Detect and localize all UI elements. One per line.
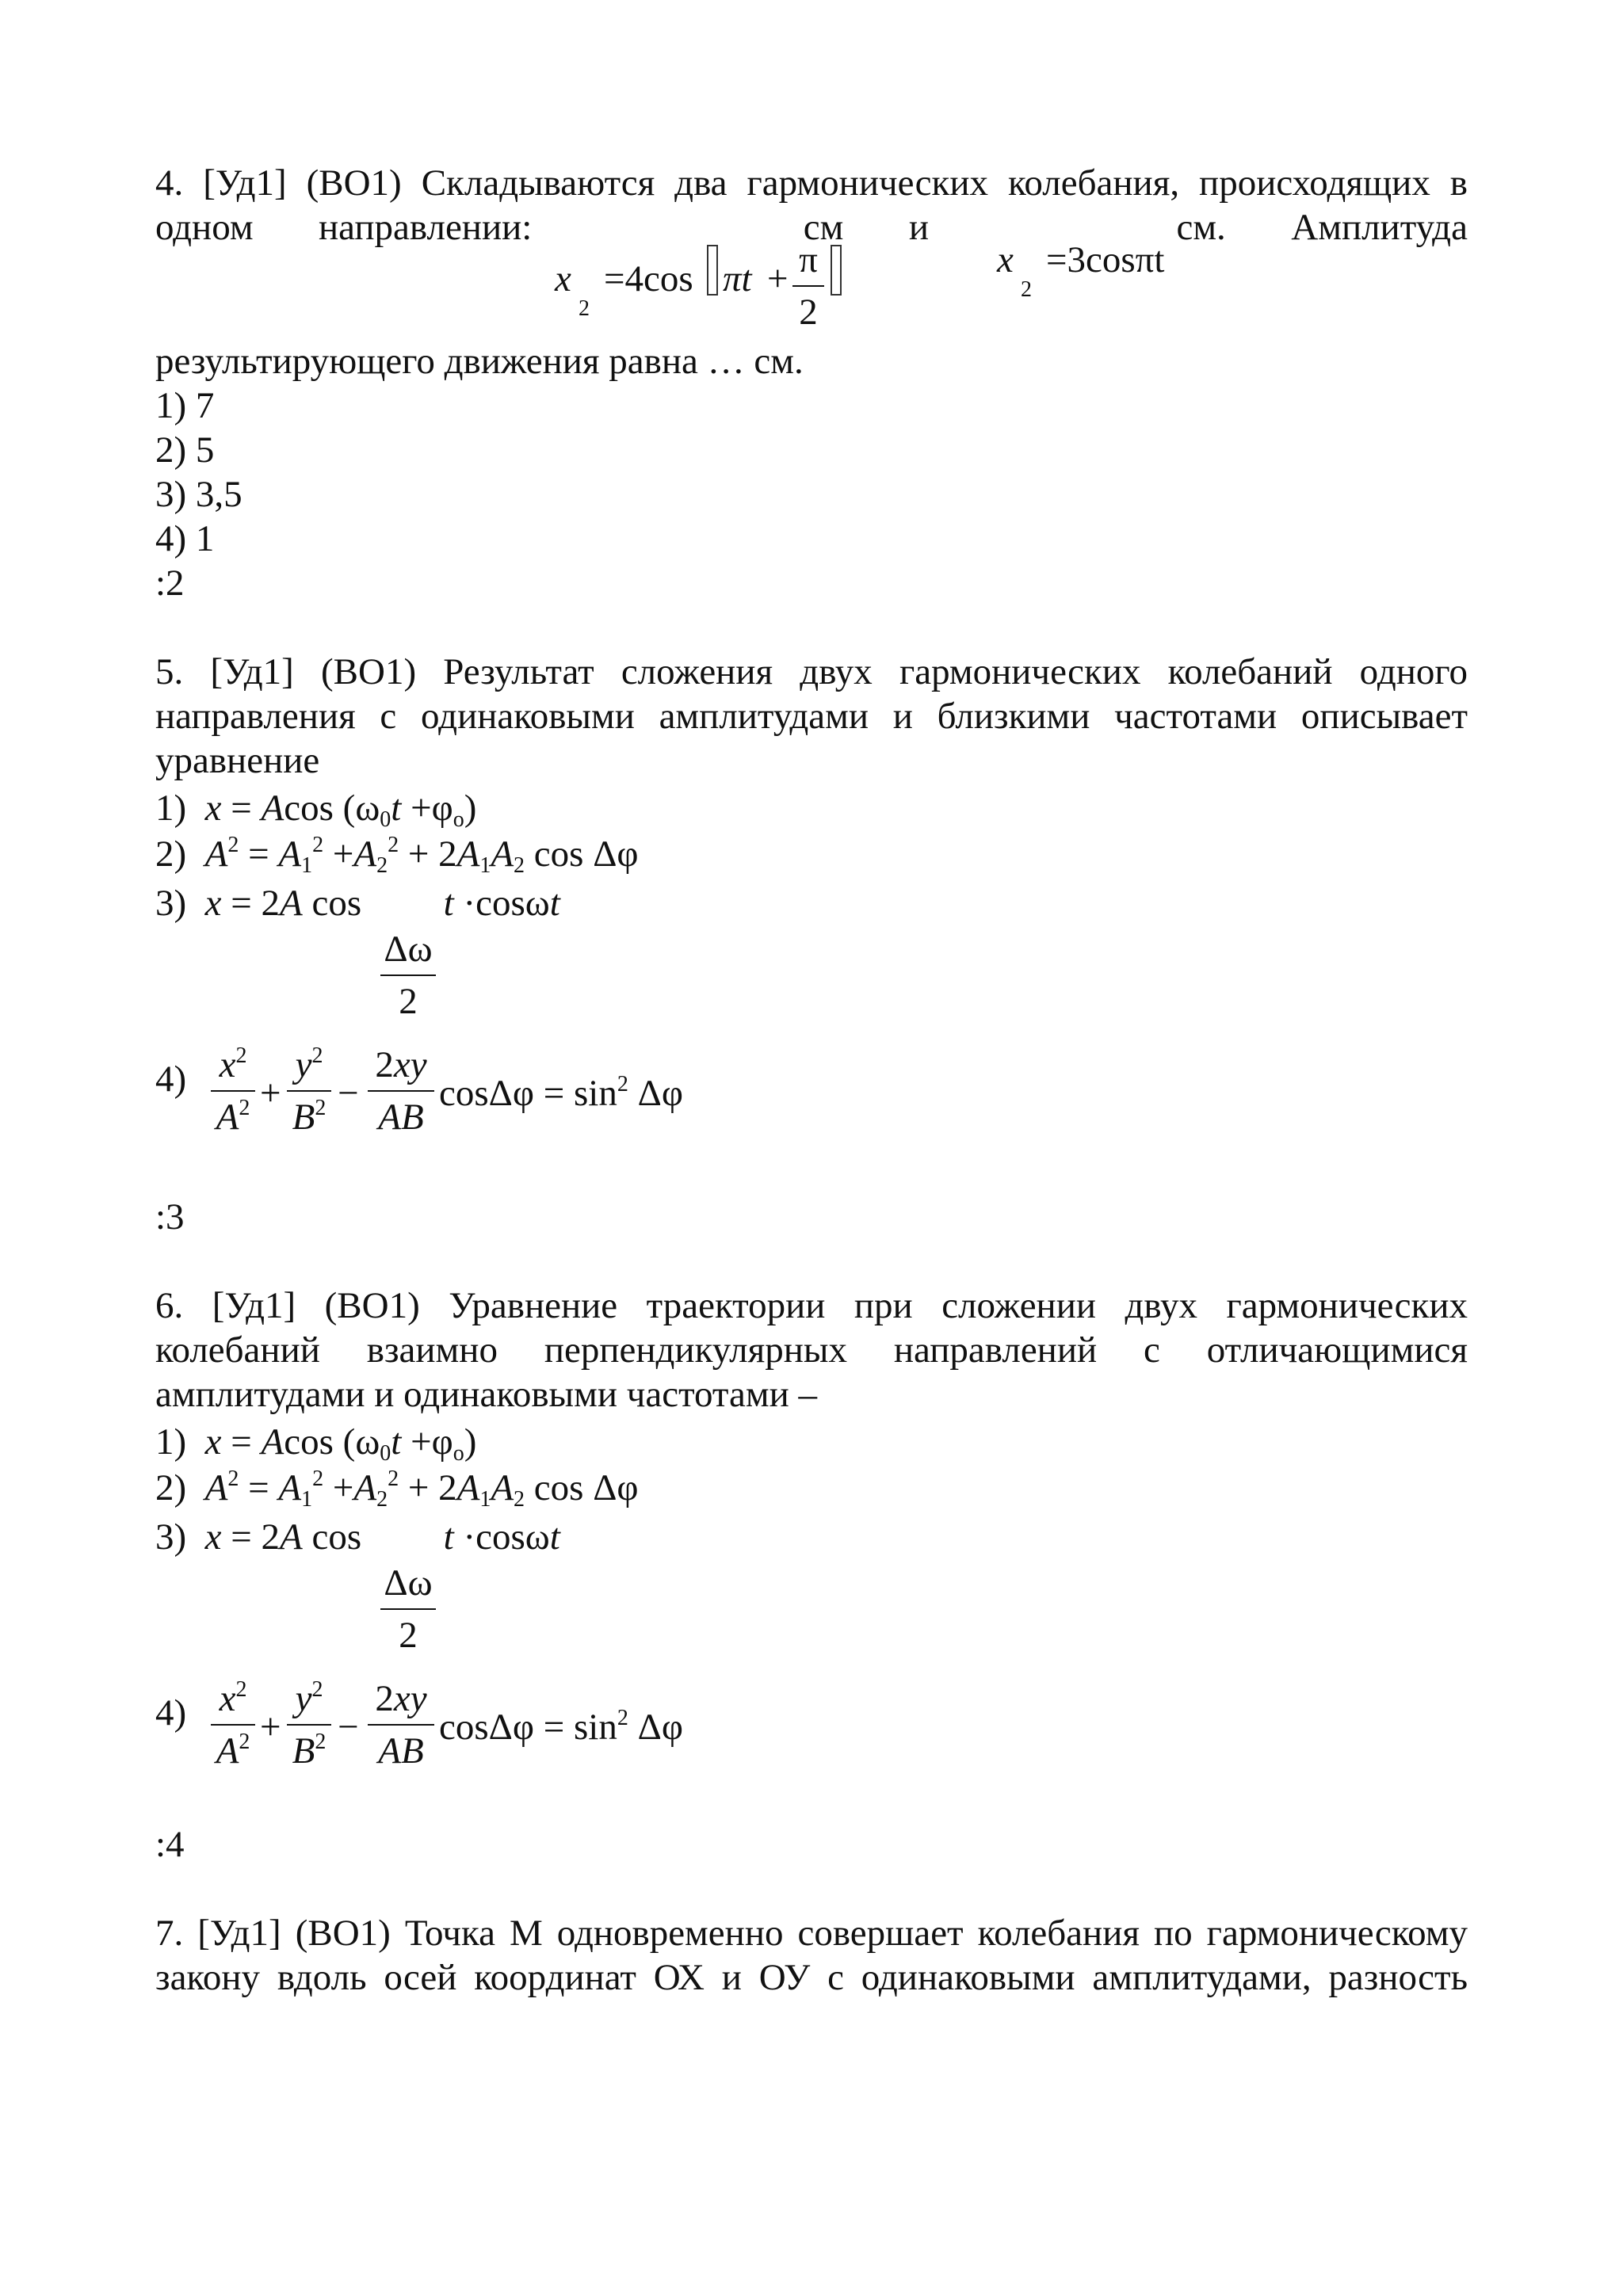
q5-option-3-fraction: Δω 2 — [380, 927, 436, 1024]
q5-option-1: 1) x = Acos $(\omega_0t +\varphi_o)$ — [155, 788, 477, 832]
q6-option-1: 1) x = Acos $(\omega_0t +\varphi_o)$ — [155, 1421, 477, 1466]
q4-option-1: 1) 7 — [155, 385, 215, 426]
q6-answer: :4 — [155, 1824, 185, 1865]
q4-answer: :2 — [155, 563, 185, 604]
q4-option-2: 2) 5 — [155, 429, 215, 471]
q4-line2: одном направлении: см и см. Амплитуда — [155, 207, 1468, 248]
q4-option-3: 3) 3,5 — [155, 474, 242, 515]
q5-line3: уравнение — [155, 740, 320, 781]
q4-line3: результирующего движения равна … см. — [155, 341, 804, 382]
q7-line2: закону вдоль осей координат ОХ и ОУ с одинаковыми амплитудами, разность — [155, 1957, 1468, 1998]
q6-line2: колебаний взаимно перпендикулярных направлений с отличающимися — [155, 1329, 1468, 1371]
q4-option-4: 4) 1 — [155, 518, 215, 559]
q6-option-3-fraction: Δω 2 — [380, 1561, 436, 1657]
q6-line3: амплитудами и одинаковыми частотами – — [155, 1374, 818, 1415]
q5-option-3: 3) x = 2A cos t ·cosωt — [155, 883, 560, 924]
q4-formula-1: x 2 =4cos πt + π 2 — [555, 238, 856, 341]
q5-line2: направления с одинаковыми амплитудами и близкими частотами описывает — [155, 696, 1468, 737]
q5-option-2: 2) $A^2 = A_1^2 +A_2^2 + 2A_1A_2$ cos Δφ — [155, 833, 639, 878]
q5-heading: 5. [Уд1] (ВО1) Результат сложения двух гармонических колебаний одного — [155, 651, 1468, 692]
q6-option-4: 4) $x^2$ $A^2$ + $y^2$ $B^2$ − 2xy AB $\cos\Delta\varphi = \sin^2 \Delta\varphi$ — [155, 1677, 683, 1772]
q5-option-4: 4) $x^2$ $A^2$ + $y^2$ $B^2$ − 2xy AB $\cos\Delta\varphi = \sin^2 \Delta\varphi$ — [155, 1043, 683, 1138]
q6-option-3: 3) x = 2A cos t ·cosωt — [155, 1516, 560, 1558]
q4-heading: 4. [Уд1] (ВО1) Складываются два гармонических колебания, происходящих в — [155, 162, 1468, 204]
q7-heading: 7. [Уд1] (ВО1) Точка М одновременно совершает колебания по гармоническому — [155, 1913, 1468, 1954]
q5-answer: :3 — [155, 1196, 185, 1238]
q6-option-2: 2) $A^2 = A_1^2 +A_2^2 + 2A_1A_2$ cos Δφ — [155, 1466, 639, 1512]
q6-heading: 6. [Уд1] (ВО1) Уравнение траектории при сложении двух гармонических — [155, 1285, 1468, 1326]
q4-formula-2: x 2 =3cosπt — [997, 239, 1165, 302]
